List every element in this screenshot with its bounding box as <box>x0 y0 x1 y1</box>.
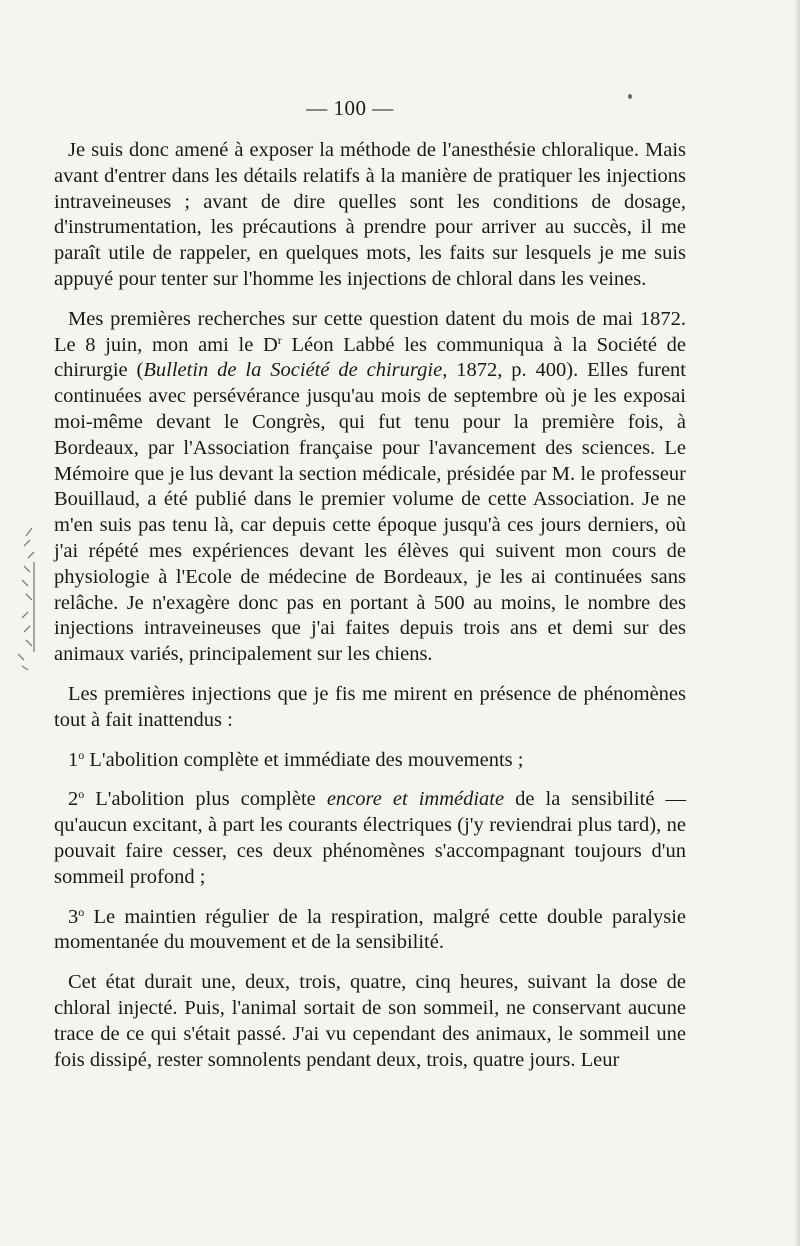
doctor-superscript: r <box>277 332 282 347</box>
margin-stamp-mark <box>4 522 38 672</box>
page-edge-shadow <box>794 0 800 1246</box>
paragraph-gap <box>54 734 686 748</box>
paragraph-2-part-c: , 1872, p. 400). Elles furent continuées avec persévérance jusqu'au mois de septembre où je les exposai moi-même devant le Congrès, qui fut tenu pour la première fois, à Bordeaux, par l'Association française pour l'avancement des sciences. Le Mémoire que je lus devant la section médicale, présidée par M. le professeur Bouillaud, a été publié dans le premier volume de cette Association. Je ne m'en suis pas tenu là, car depuis cette époque jusqu'à ces jours derniers, où j'ai répété mes expériences devant les élèves qui suivent mon cours de physiologie à l'Ecole de médecine de Bordeaux, je les ai continuées sans relâche. Je n'exagère donc pas en portant à 500 au moins, le nombre des injections intraveineuses que j'ai faites depuis trois ans et demi sur des animaux variés, principalement sur les chiens. <box>54 359 686 666</box>
list-item-2-part-a: L'abolition plus complète <box>84 788 327 811</box>
paragraph-gap <box>54 773 686 787</box>
paragraph-gap <box>54 891 686 905</box>
paragraph-2-part-b: Léon Labbé les communiqua à la Société de chirurgie ( <box>54 333 687 382</box>
bulletin-title-italic: Bulletin de la Société de chirurgie <box>143 359 443 382</box>
paragraph-gap <box>54 668 686 682</box>
paragraph-4: Cet état durait une, deux, trois, quatre, cinq heures, suivant la dose de chloral injecté. Puis, l'animal sortait de son sommeil, ne conservant aucune trace de ce qui s'était passé. J'ai vu cependant des animaux, le sommeil une fois dissipé, rester somnolents pendant deux, trois, quatre jours. Leur <box>54 971 686 1071</box>
body-text <box>54 138 686 1073</box>
list-item-2 <box>54 787 686 890</box>
list-item-3-text: Le maintien régulier de la respiration, malgré cette double paralysie momentanée du mouvement et de la sensibilité. <box>54 905 686 954</box>
list-item-3-ordinal: o <box>78 904 85 919</box>
list-item-1-text: L'abolition complète et immédiate des mouvements ; <box>84 748 524 771</box>
list-item-3-number: 3 <box>68 905 79 928</box>
list-item-3 <box>54 905 686 957</box>
list-item-1-ordinal: o <box>78 747 85 762</box>
list-item-1 <box>54 748 686 774</box>
paragraph-gap <box>54 293 686 307</box>
page-number: — 100 — <box>306 96 394 120</box>
paragraph-3: Les premières injections que je fis me mirent en présence de phénomènes tout à fait inattendus : <box>54 682 686 731</box>
list-item-2-ordinal: o <box>78 787 85 802</box>
paragraph-2 <box>54 307 686 668</box>
list-item-2-italic: encore et immédiate <box>326 788 505 811</box>
paragraph-1: Je suis donc amené à exposer la méthode de l'anesthésie chloralique. Mais avant d'entrer dans les détails relatifs à la manière de pratiquer les injections intraveineuses ; avant de dire quelles sont les conditions de dosage, d'instrumentation, les précautions à prendre pour arriver au succès, il me paraît utile de rappeler, en quelques mots, les faits sur lesquels je me suis appuyé pour tenter sur l'homme les injections de chloral dans les veines. <box>54 139 686 290</box>
list-item-2-number: 2 <box>68 788 79 811</box>
list-item-1-number: 1 <box>68 748 79 771</box>
list-item-2-part-b: de la sensibilité — qu'aucun excitant, à part les courants électriques (j'y reviendrai plus tard), ne pouvait faire cesser, ces deux phénomènes s'accompagnant toujours d'un sommeil profond ; <box>54 788 687 888</box>
paragraph-gap <box>54 956 686 970</box>
paragraph-2-part-a: Mes premières recherches sur cette question datent du mois de mai 1872. Le 8 juin, mon ami le D <box>54 307 686 356</box>
ink-speck <box>628 94 632 99</box>
